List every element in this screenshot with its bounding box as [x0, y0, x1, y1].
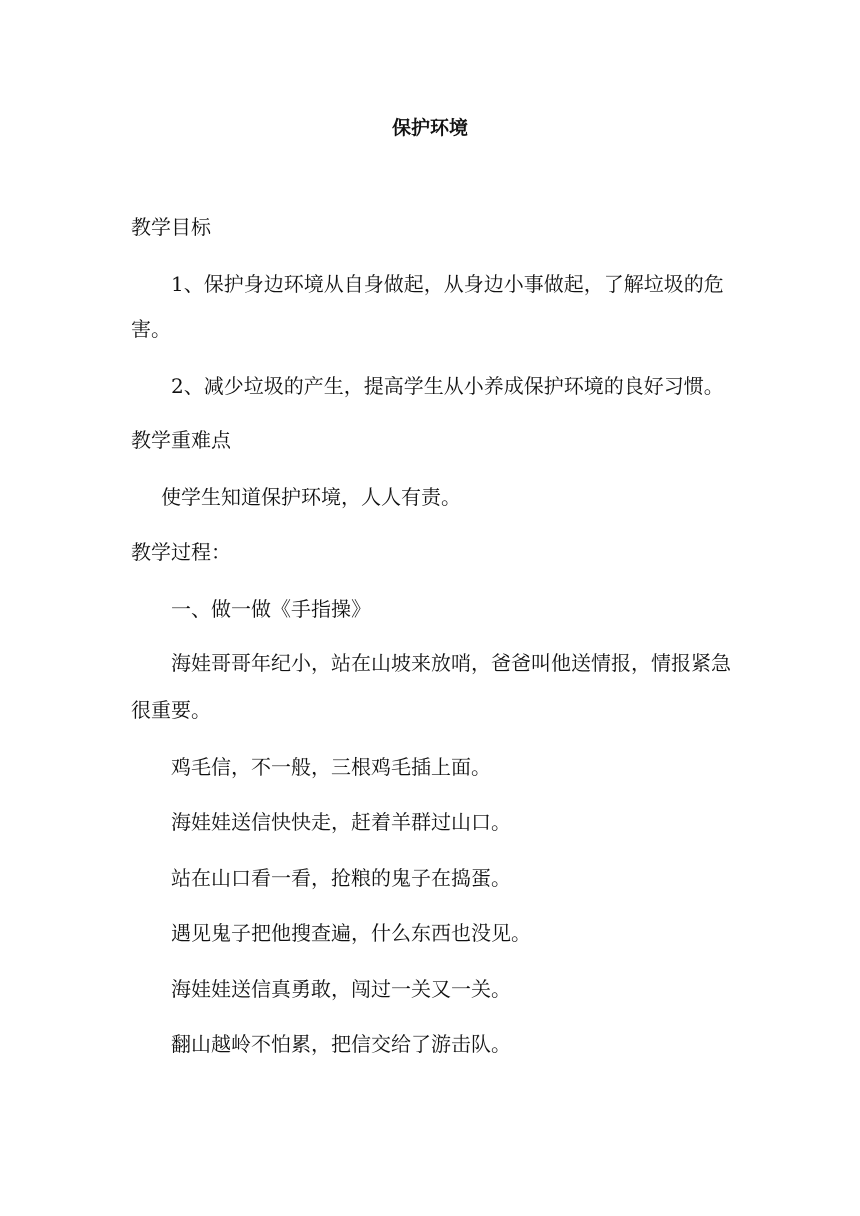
document-title: 保护环境	[391, 117, 468, 139]
paragraph-key-point: 使学生知道保护环境，人人有责。	[161, 485, 461, 509]
rhyme-line-1: 海娃哥哥年纪小，站在山坡来放哨，爸爸叫他送情报，情报紧急	[171, 651, 731, 675]
paragraph-step-1: 一、做一做《手指操》	[171, 597, 371, 621]
rhyme-line-3: 海娃娃送信快快走，赶着羊群过山口。	[171, 810, 511, 834]
section-heading-teaching-goals: 教学目标	[131, 215, 211, 239]
rhyme-line-7: 翻山越岭不怕累，把信交给了游击队。	[171, 1032, 511, 1056]
rhyme-line-6: 海娃娃送信真勇敢，闯过一关又一关。	[171, 977, 511, 1001]
rhyme-line-4: 站在山口看一看，抢粮的鬼子在捣蛋。	[171, 866, 511, 890]
section-heading-teaching-process: 教学过程：	[131, 540, 231, 564]
paragraph-goal-2: 2、减少垃圾的产生，提高学生从小养成保护环境的良好习惯。	[171, 374, 724, 398]
paragraph-goal-1-continued: 害。	[131, 317, 171, 341]
rhyme-line-1-continued: 很重要。	[131, 698, 211, 722]
paragraph-goal-1: 1、保护身边环境从自身做起，从身边小事做起，了解垃圾的危	[171, 272, 724, 296]
rhyme-line-5: 遇见鬼子把他搜查遍，什么东西也没见。	[171, 921, 531, 945]
section-heading-key-points: 教学重难点	[131, 428, 231, 452]
rhyme-line-2: 鸡毛信，不一般，三根鸡毛插上面。	[171, 755, 491, 779]
